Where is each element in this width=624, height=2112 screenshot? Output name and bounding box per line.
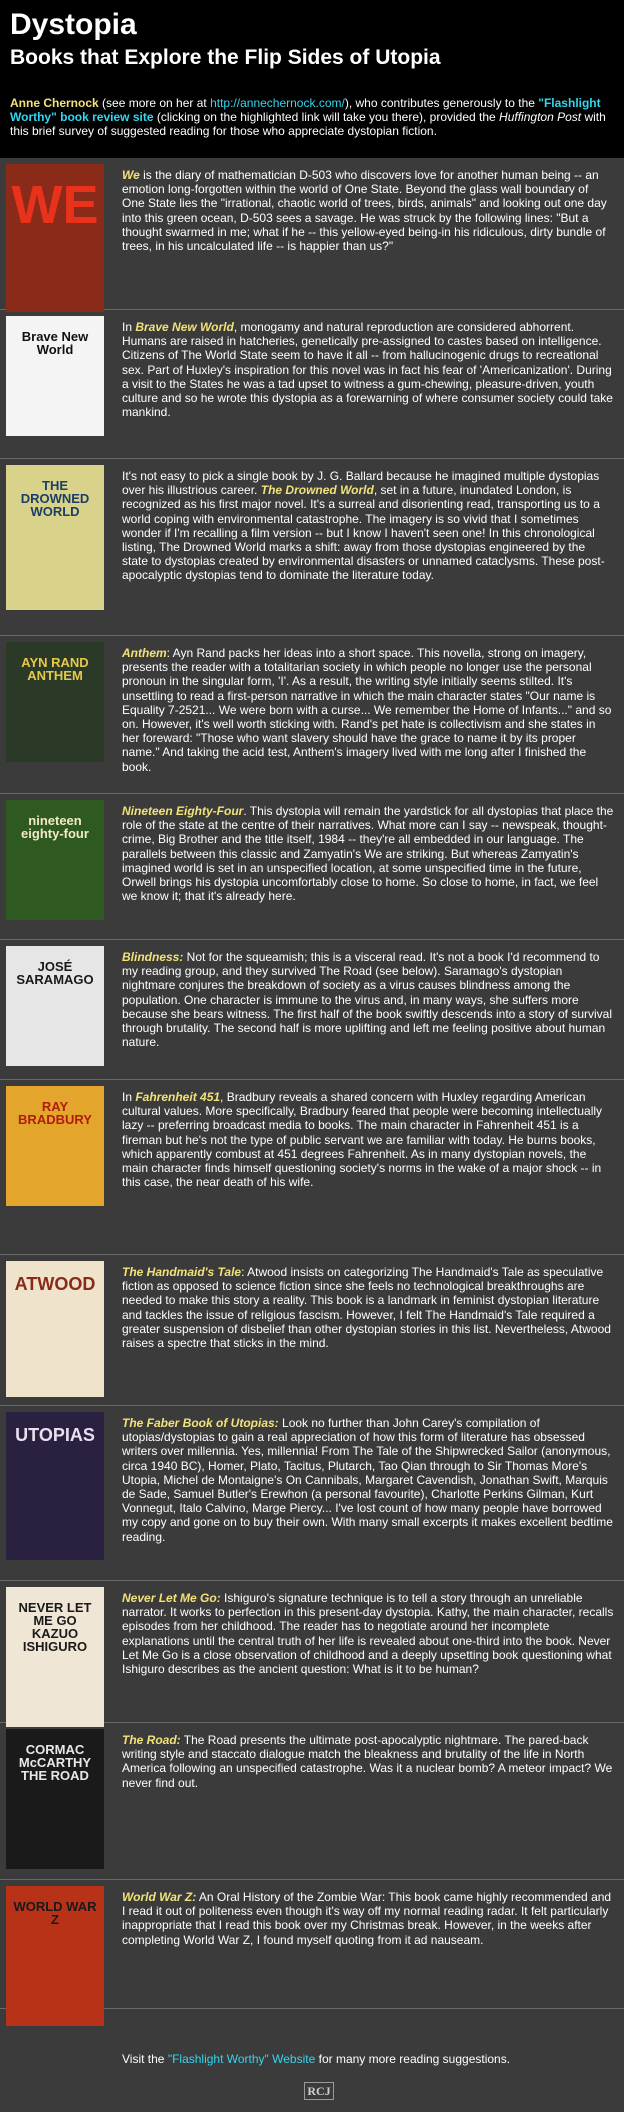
book-cover-image <box>6 1261 104 1397</box>
book-description-body: : Atwood insists on categorizing The Handmaid's Tale as speculative fiction as opposed to science fiction since she feels no technological breakthroughs are needed to make this story a reality. This book is a landmark in feminist dystopian literature and tackles the issue of religious fascism. However, I felt The Handmaid's Tale required a greater suspension of disbelief than other dystopian stories in this list. Nevertheless, Atwood raises a spectre that sticks in the mind. <box>122 1265 611 1351</box>
book-cover-title: CORMAC McCARTHY THE ROAD <box>18 1742 92 1783</box>
book-title: Nineteen Eighty-Four <box>122 804 244 818</box>
book-description-lead: It's not easy to pick a single book by J. G. Ballard because he imagined multiple dystopias over his illustrious career. <box>122 469 600 498</box>
book-description-body: Not for the squeamish; this is a visceral read. It's not a book I'd recommend to my reading group, and they survived The Road (see below). Saramago's dystopian nightmare conjures the breakdown of society as a virus causes blindness among the population. One character is immune to the virus and, in many ways, she suffers more because she bears witness. The first half of the book swiftly descends into a story of survival through brutality. The second half is more uplifting and left me feeling positive about human nature. <box>122 950 613 1050</box>
intro-text-3: (clicking on the highlighted link will take you there), provided the <box>153 110 500 124</box>
book-description-body: , Bradbury reveals a shared concern with Huxley regarding American cultural values. More specifically, Bradbury feared that people were becoming intellectually lazy -- preferring broadcast media to books. The main character in Fahrenheit 451 is a fireman but he's not the type of public servant we are familiar with today. He burns books, which apparently combust at 451 degrees Fahrenheit. As in many dystopian novels, the main character finds himself questioning society's norms in the wake of a major shock -- in this case, the near death of his wife. <box>122 1090 603 1190</box>
book-description <box>104 1880 624 2008</box>
book-entry <box>0 459 624 636</box>
book-title: Anthem <box>122 646 167 660</box>
book-title: The Drowned World <box>260 483 374 498</box>
book-description-body: : Ayn Rand packs her ideas into a short space. This novella, strong on imagery, presents the reader with a totalitarian society in which people no longer use the personal pronoun in the singular form, 'I'. As a result, the writing style initially seems stilted. It's unsettling to read a first-person narrative in which the main character states "Our name is Equality 7-2521... We were born with a curse... We remember the Home of Infants..." and so on. However, it's well worth sticking with. Rand's pet hate is collectivism and she states in her foreward: "Those who want slavery should have the grace to name it by its proper name." And taking the acid test, Anthem's imagery lived with me long after I finished the book. <box>122 646 612 774</box>
book-cover-title: WORLD WAR Z <box>13 1899 97 1927</box>
book-entry <box>0 794 624 940</box>
book-description-body: Look no further than John Carey's compilation of utopias/dystopias to gain a real appreciation of how this form of literature has obsessed writers over millennia. Yes, millennia! From The Tale of the Shipwrecked Sailor (anonymous, circa 1940 BC), Homer, Plato, Tacitus, Plutarch, Tao Qian through to Sir Thomas More's Utopia, Michel de Montaigne's On Cannibals, Margaret Cavendish, Jonathan Swift, Marquis de Sade, Samuel Butler's Erewhon (a personal favourite), Charlotte Perkins Gilman, Kurt Vonnegut, Italo Calvino, Marge Piercy... I've lost count of how many people have borrowed my copy and gone on to buy their own. With many small excerpts it makes excellent bedtime reading. <box>122 1416 613 1544</box>
book-cover-image <box>6 465 104 610</box>
intro-text-4: with this brief survey of suggested reading for those who appreciate dystopian fiction. <box>10 110 606 138</box>
book-cover-image <box>6 1412 104 1560</box>
book-cover-title: AYN RAND ANTHEM <box>21 655 89 683</box>
flashlight-worthy-link[interactable]: "Flashlight Worthy" book review site <box>10 96 601 124</box>
book-cover-image <box>6 946 104 1066</box>
book-title: Never Let Me Go: <box>122 1591 221 1605</box>
book-cover-image <box>6 800 104 920</box>
book-title: The Faber Book of Utopias: <box>122 1416 279 1430</box>
book-title: World War Z: <box>122 1890 197 1904</box>
book-description <box>104 940 624 1079</box>
book-entry <box>0 940 624 1080</box>
book-description-body: , monogamy and natural reproduction are considered abhorrent. Humans are raised in hatcheries, genetically pre-assigned to castes based on intelligence. Citizens of The World State seem to have it all -- from hallucinogenic drugs to recreational sex. Part of Huxley's inspiration for this novel was in fact his fear of 'Americanization'. During a visit to the States he was a tad upset to witness a gum-chewing, pleasure-driven, youth culture and so he wrote this dystopia as a forewarning of where consumer society could take mankind. <box>122 320 613 420</box>
book-description <box>104 1723 624 1879</box>
book-cover-title: ATWOOD <box>14 1274 96 1294</box>
book-description <box>104 1581 624 1722</box>
author-name: Anne Chernock <box>10 96 99 110</box>
book-list <box>0 158 624 2009</box>
book-entry <box>0 1723 624 1880</box>
book-cover-image <box>6 1587 104 1727</box>
intro-paragraph <box>0 86 624 158</box>
intro-text-2: ), who contributes generously to the <box>344 96 539 110</box>
book-title: Brave New World <box>135 320 234 334</box>
book-description-body: An Oral History of the Zombie War: This book came highly recommended and I read it out of politeness even though it's way off my normal reading radar. It felt particularly inappropriate that I read this book over my Christmas break. However, in the weeks after completing World War Z, I found myself quoting from it ad nauseam. <box>122 1890 612 1947</box>
book-description <box>104 1255 624 1405</box>
book-cover-title: WE <box>11 175 99 235</box>
book-entry <box>0 158 624 310</box>
page-title: Dystopia <box>10 8 137 41</box>
intro-text-1: (see more on her at <box>98 96 211 110</box>
book-title: Fahrenheit 451 <box>135 1090 221 1104</box>
book-description <box>104 1080 624 1254</box>
book-cover-title: JOSÉ SARAMAGO <box>16 959 94 987</box>
author-url-link[interactable]: http://annechernock.com/ <box>210 96 345 110</box>
page-subtitle: Books that Explore the Flip Sides of Utopia <box>10 46 441 69</box>
huffington-post-name: Huffington Post <box>499 110 582 124</box>
footer <box>0 2052 624 2112</box>
book-cover-title: NEVER LET ME GO KAZUO ISHIGURO <box>18 1600 92 1654</box>
book-entry <box>0 1406 624 1581</box>
footer-text <box>0 2052 624 2066</box>
footer-text-pre: Visit the <box>122 2052 168 2066</box>
book-description-body: Ishiguro's signature technique is to tell a story through an unreliable narrator. It works to perfection in this present-day dystopia. Kathy, the main character, recalls episodes from her childhood. The reader has to negotiate around her incomplete explanations until the central truth of her life is revealed about one-third into the book. Never Let Me Go is a close observation of childhood and a deeply upsetting book questioning what Ishiguro describes as the ancient question: What is it to be human? <box>122 1591 614 1677</box>
book-cover-image <box>6 1729 104 1869</box>
book-description-lead: In <box>122 320 136 334</box>
book-entry <box>0 1255 624 1406</box>
footer-text-post: for many more reading suggestions. <box>315 2052 511 2066</box>
book-title: Blindness: <box>122 950 184 964</box>
book-entry <box>0 1880 624 2009</box>
book-entry <box>0 1581 624 1723</box>
book-description-lead: In <box>122 1090 136 1104</box>
book-cover-image <box>6 642 104 762</box>
book-description <box>104 794 624 939</box>
book-description <box>104 310 624 458</box>
book-title: The Road: <box>122 1733 181 1747</box>
header <box>0 0 624 86</box>
book-cover-image <box>6 316 104 436</box>
book-title: The Handmaid's Tale <box>122 1265 242 1279</box>
flashlight-worthy-website-link[interactable]: "Flashlight Worthy" Website <box>167 2052 316 2066</box>
site-logo: RCJ <box>304 2082 334 2100</box>
book-description <box>104 459 624 635</box>
book-entry <box>0 636 624 794</box>
book-description <box>104 1406 624 1580</box>
book-cover-image <box>6 164 104 312</box>
book-cover-image <box>6 1886 104 2026</box>
book-cover-title: THE DROWNED WORLD <box>20 478 90 519</box>
book-cover-image <box>6 1086 104 1206</box>
book-description-body: , set in a future, inundated London, is recognized as his first major novel. It's a surreal and disorienting read, transporting us to a world coping with environmental catastrophe. The imagery is so vivid that I sometimes wonder if I'm recalling a film version -- but I know I haven't seen one! In this chronological listing, The Drowned World marks a shift: away from those dystopias engineered by the state to dystopias created by environmental disasters or unnamed cataclysms. These post-apocalyptic dystopias tend to dominate the literature today. <box>122 483 605 583</box>
book-cover-title: UTOPIAS <box>15 1425 95 1445</box>
book-entry <box>0 310 624 459</box>
book-description-body: . This dystopia will remain the yardstick for all dystopias that place the role of the state at the centre of their narratives. What more can I say -- newspeak, thought-crime, Big Brother and the title itself, 1984 -- they're all embedded in our language. The parallels between this classic and Zamyatin's We are striking. But whereas Zamyatin's imagined world is set in an unspecified location, at some unspecified time in the future, Orwell brings his dystopia uncomfortably close to home. So close to home, in fact, we feel we know it; that it's already here. <box>122 804 614 904</box>
book-description-body: The Road presents the ultimate post-apocalyptic nightmare. The pared-back writing style and staccato dialogue match the bleakness and brutality of the life in North America following an unspecified catastrophe. Was it a nuclear bomb? A meteor impact? We never find out. <box>122 1733 613 1790</box>
book-description <box>104 158 624 309</box>
book-cover-title: RAY BRADBURY <box>18 1099 92 1127</box>
book-description <box>104 636 624 793</box>
book-description-body: is the diary of mathematician D-503 who discovers love for another human being -- an emotion long-forgotten within the world of One State. Beyond the glass wall boundary of One State lies the "irrational, chaotic world of trees, birds, animals" and looking out one day into this green ocean, D-503 sees a savage. He was struck by the following lines: "But a thought swarmed in me; what if he -- this yellow-eyed being-in his ridiculous, dirty bundle of trees, in his uncalculated life -- is happier than us?" <box>122 168 607 254</box>
book-cover-title: Brave New World <box>21 329 89 357</box>
book-cover-title: nineteen eighty-four <box>21 813 89 841</box>
book-entry <box>0 1080 624 1255</box>
book-title: We <box>122 168 140 182</box>
